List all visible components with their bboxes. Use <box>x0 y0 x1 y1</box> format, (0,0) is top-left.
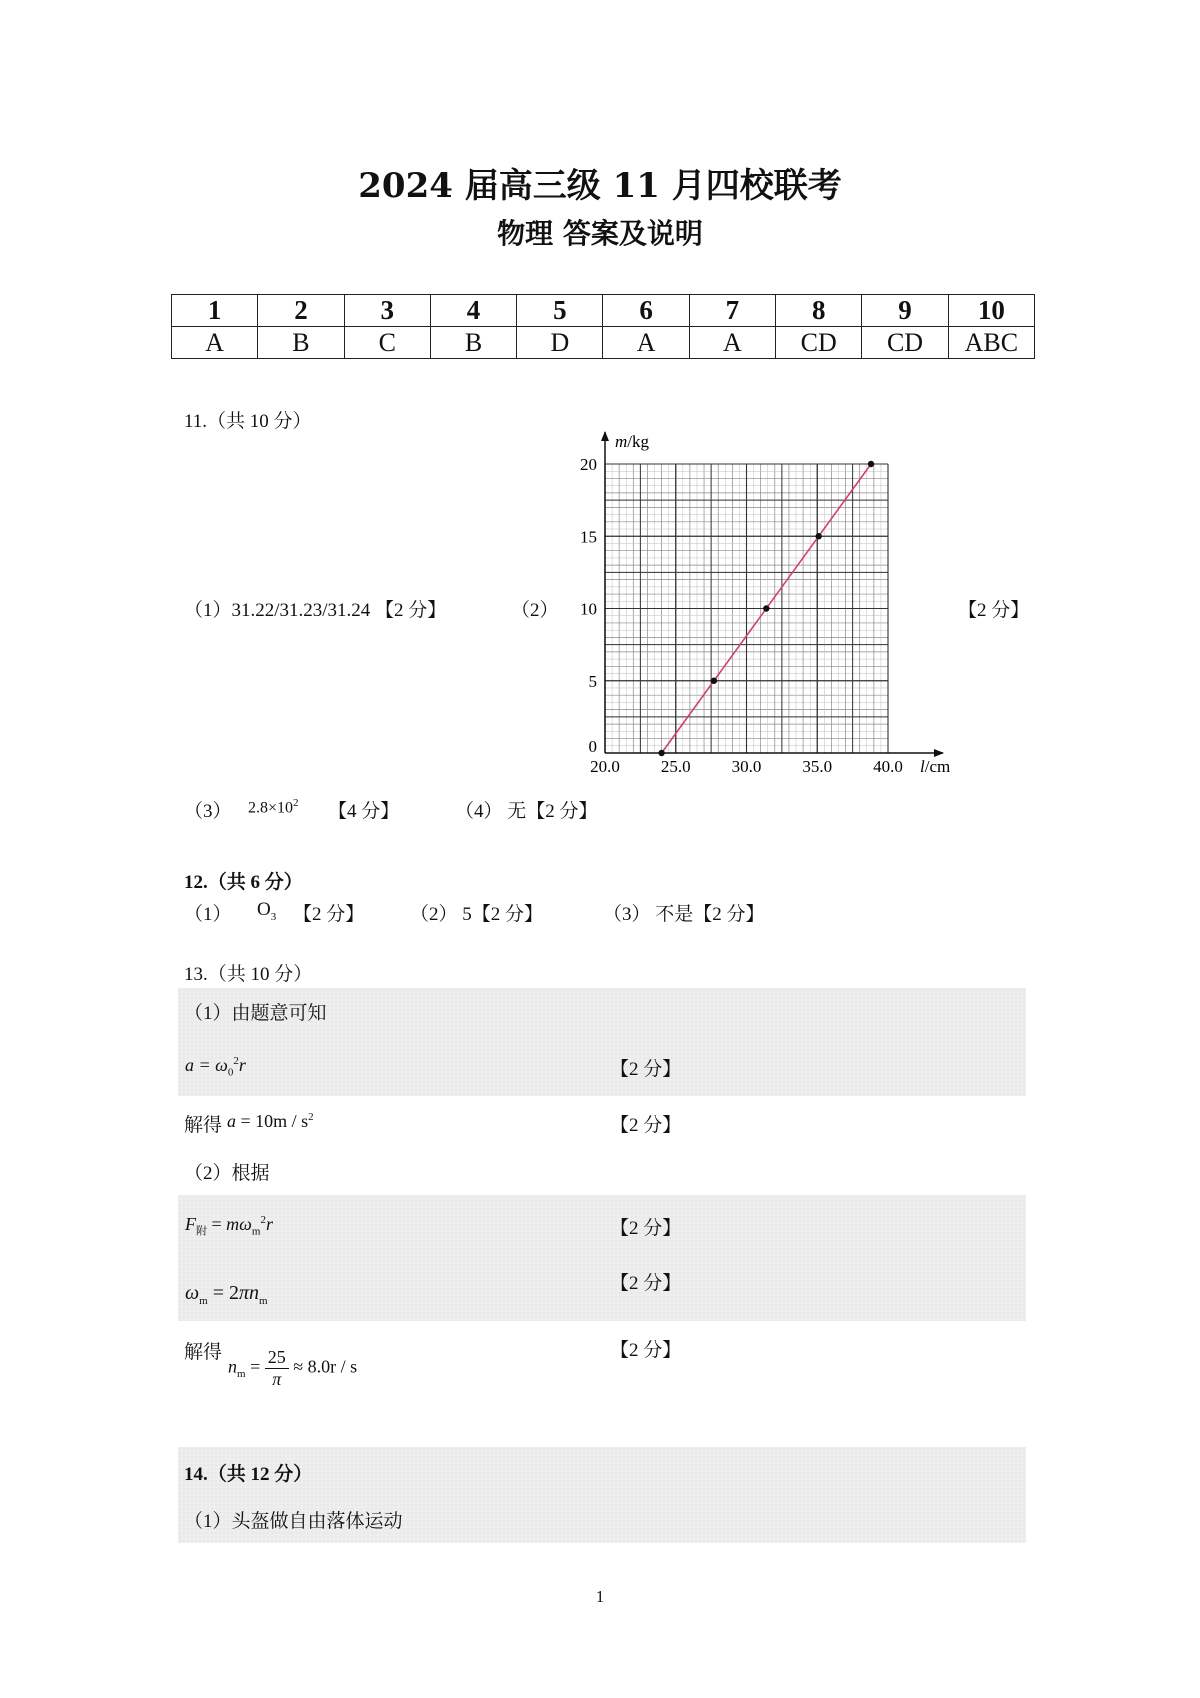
answer-cell: C <box>344 327 430 359</box>
answer-cell: A <box>689 327 775 359</box>
chart-data-point <box>658 750 664 756</box>
q12-part1-answer: $O_3$ <box>257 899 277 923</box>
question-number: 1 <box>172 295 258 327</box>
question-number: 5 <box>517 295 603 327</box>
question-number: 8 <box>776 295 862 327</box>
chart-y-tick-label: 15 <box>580 527 597 547</box>
page-number: 1 <box>595 1587 605 1606</box>
q13-score: 【2 分】 <box>610 1273 682 1294</box>
q13-solve-label: 解得 <box>184 1115 223 1136</box>
q13-score: 【2 分】 <box>610 1115 682 1136</box>
q13-shaded-block-2 <box>178 1195 1026 1321</box>
answer-cell: B <box>258 327 344 359</box>
chart-x-tick-label: 40.0 <box>873 757 903 776</box>
question-number: 10 <box>948 295 1034 327</box>
question-number: 2 <box>258 295 344 327</box>
q13-fraction: $\frac{25}{\pi}$ <box>265 1347 289 1390</box>
chart-x-tick-label: 30.0 <box>731 757 762 776</box>
chart-y-label: m/kg <box>615 432 650 451</box>
answer-cell: CD <box>776 327 862 359</box>
q13-score: 【2 分】 <box>610 1340 682 1361</box>
chart-data-point <box>763 605 769 611</box>
q13-formula-omega: $\omega_m = 2\pi n_m$ <box>185 1282 268 1307</box>
chart-y-tick-label: 5 <box>588 671 597 691</box>
answer-table-answer-row <box>172 327 1035 359</box>
q11-part2-label: （2） <box>511 600 559 621</box>
q11-part3-label: （3） <box>184 801 232 822</box>
chart-x-tick-label: 25.0 <box>660 757 691 776</box>
question-number: 6 <box>603 295 689 327</box>
q11-part1: （1）31.22/31.23/31.24 【2 分】 <box>184 600 447 621</box>
q11-heading: 11.（共 10 分） <box>184 411 312 432</box>
chart-y-tick-label: 0 <box>588 737 597 756</box>
chart-y-ticks <box>580 455 597 756</box>
answer-cell: D <box>517 327 603 359</box>
question-number: 9 <box>862 295 948 327</box>
q13-result-speed: $n_m$ = $\frac{25}{\pi}$ ≈ 8.0r / s <box>228 1347 358 1389</box>
chart-x-tick-label: 35.0 <box>802 757 833 776</box>
answer-cell: CD <box>862 327 948 359</box>
q12-heading: 12.（共 6 分） <box>184 872 303 893</box>
answer-cell: A <box>603 327 689 359</box>
q13-heading: 13.（共 10 分） <box>184 964 313 985</box>
answer-cell: A <box>172 327 258 359</box>
chart-x-label: l/cm <box>920 757 951 776</box>
chart-data-point <box>815 533 821 539</box>
q11-part3-score: 【4 分】 <box>328 801 400 822</box>
q13-result-acceleration: $a = 10m / s^2$ <box>227 1111 314 1131</box>
q13-part2-intro: （2）根据 <box>184 1163 270 1184</box>
q12-part3: （3） 不是【2 分】 <box>603 904 765 925</box>
q13-score: 【2 分】 <box>610 1218 682 1239</box>
question-number: 3 <box>344 295 430 327</box>
q13-formula-force: $F_附 = m\omega_m^2r$ <box>185 1214 273 1238</box>
chart-x-ticks <box>590 757 903 776</box>
q14-heading: 14.（共 12 分） <box>184 1464 313 1485</box>
chart-y-tick-label: 20 <box>580 455 597 474</box>
question-number: 4 <box>430 295 516 327</box>
page-title: 2024 届高三级 11 月四校联考 <box>358 166 842 206</box>
q11-part4: （4） 无【2 分】 <box>455 801 598 822</box>
q13-part1-intro: （1）由题意可知 <box>184 1003 327 1024</box>
chart-data-point <box>711 678 717 684</box>
page-subtitle: 物理 答案及说明 <box>497 217 703 250</box>
q13-score: 【2 分】 <box>610 1059 682 1080</box>
q12-part2: （2） 5【2 分】 <box>410 904 544 925</box>
q13-solve-label: 解得 <box>184 1342 223 1363</box>
answer-cell: B <box>430 327 516 359</box>
q12-part1-score: 【2 分】 <box>293 904 365 925</box>
mass-length-chart <box>565 428 960 778</box>
q11-part3-value: $2.8\times 10^2$ <box>248 797 299 817</box>
answer-table <box>171 294 1035 359</box>
chart-y-tick-label: 10 <box>580 599 597 619</box>
chart-data-point <box>868 461 874 467</box>
question-number: 7 <box>689 295 775 327</box>
answer-cell: ABC <box>948 327 1034 359</box>
q14-part1: （1）头盔做自由落体运动 <box>184 1511 403 1532</box>
q13-formula-acceleration: $a = \omega_0^2r$ <box>185 1055 246 1079</box>
chart-x-tick-label: 20.0 <box>590 757 620 776</box>
q11-part2-score: 【2 分】 <box>958 600 1030 621</box>
q12-part1-label: （1） <box>184 904 232 925</box>
answer-table-number-row <box>172 295 1035 327</box>
